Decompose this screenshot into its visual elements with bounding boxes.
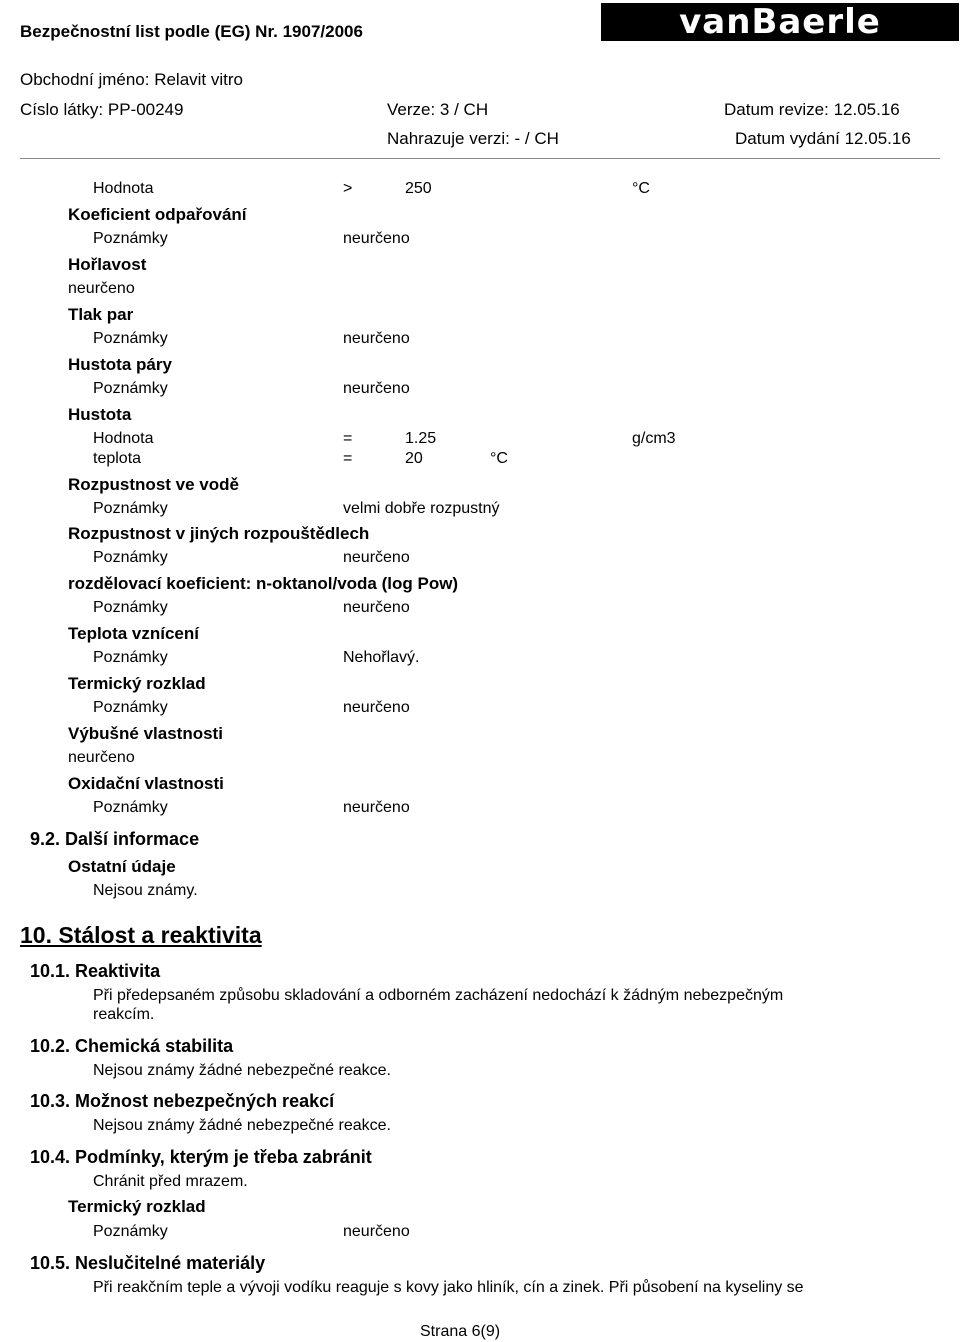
- property-title: Hořlavost: [68, 255, 147, 274]
- property-unit: °C: [632, 180, 650, 197]
- property-value: neurčeno: [68, 280, 135, 297]
- property-value: neurčeno: [343, 380, 410, 397]
- property-value: neurčeno: [343, 699, 410, 716]
- substance-number: Císlo látky: PP-00249: [20, 100, 184, 119]
- page-number: Strana 6(9): [420, 1323, 501, 1340]
- property-value: Nehořlavý.: [343, 649, 420, 666]
- property-title: Rozpustnost ve vodě: [68, 475, 239, 494]
- property-label: Poznámky: [93, 599, 168, 616]
- property-operator: =: [343, 450, 353, 467]
- property-title: Výbušné vlastnosti: [68, 724, 223, 743]
- subsection-heading: Ostatní údaje: [68, 857, 176, 876]
- revision-date: Datum revize: 12.05.16: [724, 100, 900, 119]
- replaces-version: Nahrazuje verzi: - / CH: [387, 129, 559, 148]
- version: Verze: 3 / CH: [387, 100, 489, 119]
- section-text: reakcím.: [93, 1006, 155, 1023]
- property-title: rozdělovací koeficient: n-oktanol/voda (log Pow): [68, 574, 459, 593]
- company-logo: vanBaerle: [601, 3, 959, 41]
- issue-date: Datum vydání 12.05.16: [735, 129, 911, 148]
- header-divider: [20, 158, 940, 159]
- property-title: Hustota páry: [68, 355, 172, 374]
- property-value: neurčeno: [343, 599, 410, 616]
- property-label: Poznámky: [93, 230, 168, 247]
- property-operator: >: [343, 180, 353, 197]
- property-label: Poznámky: [93, 649, 168, 666]
- property-value: neurčeno: [343, 799, 410, 816]
- property-label: Poznámky: [93, 1223, 168, 1240]
- property-value: neurčeno: [343, 1223, 410, 1240]
- section-heading: 10.5. Neslučitelné materiály: [30, 1253, 266, 1273]
- section-heading: 10.1. Reaktivita: [30, 961, 161, 981]
- property-title: Koeficient odpařování: [68, 205, 247, 224]
- trade-name: Obchodní jméno: Relavit vitro: [20, 70, 243, 89]
- property-value: neurčeno: [68, 749, 135, 766]
- property-title: Oxidační vlastnosti: [68, 774, 224, 793]
- property-value: neurčeno: [343, 230, 410, 247]
- property-title: Tlak par: [68, 305, 134, 324]
- property-label: Poznámky: [93, 799, 168, 816]
- property-label: Hodnota: [93, 430, 154, 447]
- section-text: Při předepsaném způsobu skladování a odborném zacházení nedochází k žádným nebezpečným: [93, 987, 784, 1004]
- property-label: teplota: [93, 450, 142, 467]
- property-operator: =: [343, 430, 353, 447]
- document-title: Bezpečnostní list podle (EG) Nr. 1907/2006: [20, 22, 363, 41]
- property-label: Poznámky: [93, 380, 168, 397]
- property-value: 250: [405, 180, 432, 197]
- section-text: Nejsou známy žádné nebezpečné reakce.: [93, 1117, 391, 1134]
- property-title: Teplota vznícení: [68, 624, 199, 643]
- property-value: 20: [405, 450, 423, 467]
- section-text: Nejsou známy.: [93, 882, 198, 899]
- section-text: Při reakčním teple a vývoji vodíku reaguje s kovy jako hliník, cín a zinek. Při působení na kyseliny se: [93, 1279, 804, 1296]
- property-title: Rozpustnost v jiných rozpouštědlech: [68, 524, 370, 543]
- property-unit: g/cm3: [632, 430, 676, 447]
- section-10-heading: 10. Stálost a reaktivita: [20, 922, 262, 948]
- property-label: Hodnota: [93, 180, 154, 197]
- property-unit: °C: [490, 450, 508, 467]
- property-label: Poznámky: [93, 330, 168, 347]
- section-text: Nejsou známy žádné nebezpečné reakce.: [93, 1062, 391, 1079]
- property-label: Poznámky: [93, 500, 168, 517]
- subsection-heading: Termický rozklad: [68, 1197, 206, 1216]
- section-heading: 10.4. Podmínky, kterým je třeba zabránit: [30, 1147, 372, 1167]
- section-heading: 10.3. Možnost nebezpečných reakcí: [30, 1091, 335, 1111]
- section-text: Chránit před mrazem.: [93, 1173, 248, 1190]
- property-value: velmi dobře rozpustný: [343, 500, 500, 517]
- property-label: Poznámky: [93, 699, 168, 716]
- property-title: Hustota: [68, 405, 132, 424]
- section-heading: 9.2. Další informace: [30, 829, 200, 849]
- property-title: Termický rozklad: [68, 674, 206, 693]
- property-label: Poznámky: [93, 549, 168, 566]
- property-value: neurčeno: [343, 549, 410, 566]
- property-value: neurčeno: [343, 330, 410, 347]
- section-heading: 10.2. Chemická stabilita: [30, 1036, 234, 1056]
- property-value: 1.25: [405, 430, 437, 447]
